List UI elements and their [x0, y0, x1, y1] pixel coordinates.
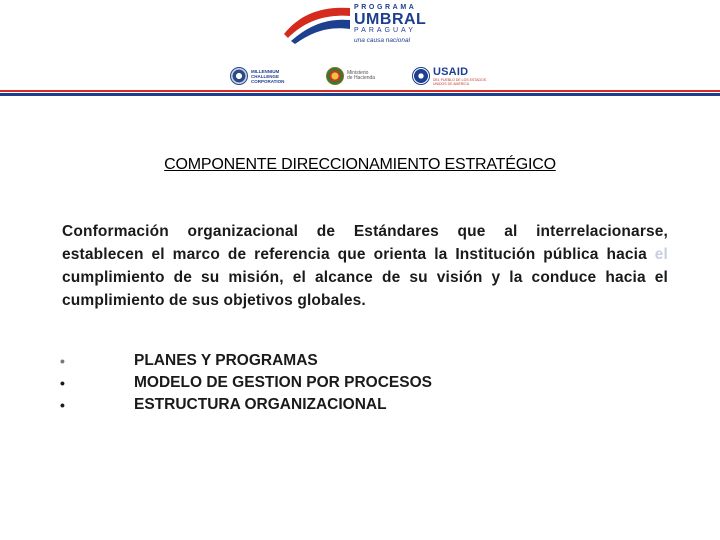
- usaid-seal-icon: [412, 67, 430, 85]
- paraguay-flag-swoosh-icon: [282, 4, 352, 44]
- logo-line-paraguay: PARAGUAY: [354, 27, 416, 34]
- usaid-logo: [412, 66, 490, 86]
- mcc-seal-icon: [230, 67, 248, 85]
- list-item: [58, 350, 658, 372]
- programa-umbral-logo: [282, 2, 438, 44]
- paragraph-text-2: cumplimiento de su misión, el alcance de su visión y la conduce hacia el cumplimiento de sus objetivos globales.: [62, 269, 668, 309]
- mcc-logo: [230, 66, 304, 86]
- mcc-logo-text: MILLENNIUM CHALLENGE CORPORATION: [251, 68, 285, 84]
- usaid-name: USAID: [433, 65, 469, 78]
- list-item-text: MODELO DE GESTION POR PROCESOS: [134, 374, 432, 391]
- usaid-subtext: DEL PUEBLO DE LOS ESTADOS UNIDOS DE AMERICA: [433, 77, 487, 86]
- list-item: [58, 372, 658, 394]
- logo-line-umbral: UMBRAL: [354, 11, 427, 28]
- list-item-text: PLANES Y PROGRAMAS: [134, 352, 318, 369]
- hacienda-logo-text: Ministerio de Hacienda: [347, 70, 376, 81]
- list-item: [58, 394, 658, 416]
- bullet-icon: •: [60, 397, 65, 413]
- bullet-list: [58, 350, 658, 416]
- paragraph-faded-word: el: [654, 246, 668, 263]
- bullet-icon: •: [60, 375, 65, 391]
- list-item-text: ESTRUCTURA ORGANIZACIONAL: [134, 396, 387, 413]
- usaid-logo-text: [433, 67, 490, 86]
- hacienda-logo: [326, 66, 394, 86]
- body-paragraph: [62, 220, 668, 312]
- logo-tagline: una causa nacional: [354, 37, 411, 44]
- bullet-icon: •: [60, 353, 65, 369]
- page-title: COMPONENTE DIRECCIONAMIENTO ESTRATÉGICO: [164, 156, 556, 173]
- paragraph-text-1: Conformación organizacional de Estándares que al interrelacionarse, establecen el marco de referencia que orienta la Institución pública hacia: [62, 223, 668, 263]
- hacienda-seal-icon: [326, 67, 344, 85]
- logo-text: [354, 4, 438, 45]
- header-tricolor-band: [0, 90, 720, 96]
- logo-line-programa: PROGRAMA: [354, 4, 417, 11]
